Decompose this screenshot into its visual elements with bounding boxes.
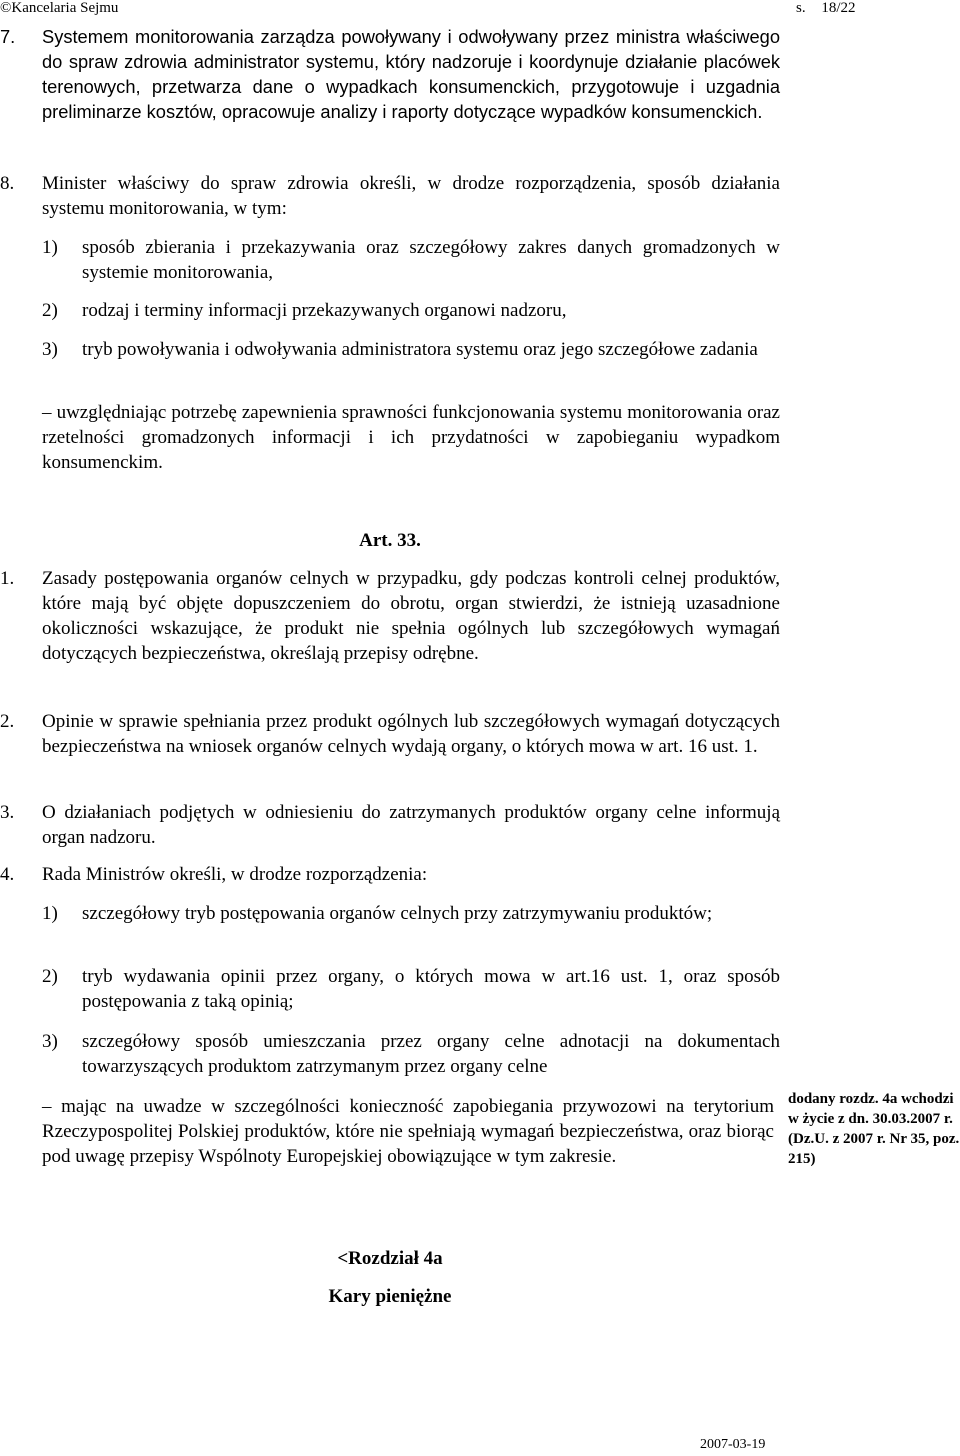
- article-33-paragraph-3: [0, 800, 780, 850]
- article-33-paragraph-1: [0, 566, 780, 666]
- margin-note: dodany rozdz. 4a wchodzi w życie z dn. 30.03.2007 r. (Dz.U. z 2007 r. Nr 35, poz. 215): [788, 1091, 960, 1167]
- item-label: 2): [42, 966, 58, 987]
- paragraph-number: 1.: [0, 568, 15, 589]
- paragraph-text: Rada Ministrów określi, w drodze rozporządzenia:: [42, 864, 428, 885]
- list-item: [42, 964, 780, 1014]
- paragraph-4-tail: [42, 1094, 774, 1169]
- item-label: 2): [42, 300, 58, 321]
- article-33-paragraph-2: [0, 709, 780, 759]
- paragraph-text: Systemem monitorowania zarządza powoływany i odwoływany przez ministra właściwego do spraw zdrowia administrator systemu, który nadzoruje i koordynuje działanie placówek terenowych, przetwarza dane o wypadkach konsumenckich, przygotowuje i uzgadnia preliminarze kosztów, opracowuje analizy i raporty dotyczące wypadków konsumenckich.: [42, 26, 780, 122]
- paragraph-number: 8.: [0, 173, 15, 194]
- footer-date: 2007-03-19: [700, 1437, 766, 1452]
- item-label: 3): [42, 339, 58, 360]
- article-title: Art. 33.: [359, 530, 421, 551]
- paragraph-text: O działaniach podjętych w odniesieniu do zatrzymanych produktów organy celne informują organ nadzoru.: [42, 802, 780, 848]
- item-label: 3): [42, 1031, 58, 1052]
- item-label: 1): [42, 237, 58, 258]
- paragraph-text: Opinie w sprawie spełniania przez produkt ogólnych lub szczegółowych wymagań dotyczących bezpieczeństwa na wniosek organów celnych wydają organy, o których mowa w art. 16 ust. 1.: [42, 711, 780, 757]
- page-value: 18/22: [821, 0, 856, 16]
- list-item: [42, 298, 780, 323]
- paragraph-number: 3.: [0, 802, 15, 823]
- paragraph-8: [0, 171, 780, 221]
- item-text: szczegółowy tryb postępowania organów celnych przy zatrzymywaniu produktów;: [82, 903, 713, 924]
- list-item: [42, 337, 780, 362]
- item-label: 1): [42, 903, 58, 924]
- article-33-paragraph-4: [0, 862, 780, 887]
- paragraph-number: 2.: [0, 711, 15, 732]
- header-source: ©Kancelaria Sejmu: [0, 0, 119, 16]
- list-item: [42, 235, 780, 285]
- chapter-subtitle: Kary pieniężne: [328, 1286, 452, 1307]
- page-label: s.: [796, 0, 806, 16]
- item-text: tryb wydawania opinii przez organy, o których mowa w art.16 ust. 1, oraz sposób postępowania z taką opinią;: [82, 966, 780, 1012]
- item-text: sposób zbierania i przekazywania oraz szczegółowy zakres danych gromadzonych w systemie monitorowania,: [82, 237, 780, 283]
- paragraph-number: 7.: [0, 26, 16, 47]
- list-item: [42, 1029, 780, 1079]
- item-text: tryb powoływania i odwoływania administratora systemu oraz jego szczegółowe zadania: [82, 339, 758, 360]
- chapter-title: <Rozdział 4a: [337, 1248, 443, 1269]
- paragraph-7: [0, 24, 780, 124]
- paragraph-number: 4.: [0, 864, 15, 885]
- header-page-number: [796, 0, 856, 17]
- item-text: szczegółowy sposób umieszczania przez organy celne adnotacji na dokumentach towarzyszących produktom zatrzymanym przez organy celne: [82, 1031, 780, 1077]
- tail-text: – uwzględniając potrzebę zapewnienia sprawności funkcjonowania systemu monitorowania oraz rzetelności gromadzonych informacji i ich przydatności w zapobieganiu wypadkom konsumenckim.: [42, 402, 780, 473]
- paragraph-text: Zasady postępowania organów celnych w przypadku, gdy podczas kontroli celnej produktów, które mają być objęte dopuszczeniem do obrotu, organ stwierdzi, że istnieją uzasadnione okoliczności wskazujące, że produkt nie spełnia ogólnych lub szczegółowych wymagań dotyczących bezpieczeństwa, określają przepisy odrębne.: [42, 568, 780, 664]
- paragraph-8-tail: [42, 400, 780, 475]
- paragraph-text: Minister właściwy do spraw zdrowia określi, w drodze rozporządzenia, sposób działania systemu monitorowania, w tym:: [42, 173, 780, 219]
- list-item: [42, 901, 780, 926]
- tail-text: – mając na uwadze w szczególności konieczność zapobiegania przywozowi na terytorium Rzeczypospolitej Polskiej produktów, które nie spełniają wymagań bezpieczeństwa, oraz biorąc pod uwagę przepisy Wspólnoty Europejskiej obowiązujące w tym zakresie.: [42, 1096, 774, 1167]
- item-text: rodzaj i terminy informacji przekazywanych organowi nadzoru,: [82, 300, 567, 321]
